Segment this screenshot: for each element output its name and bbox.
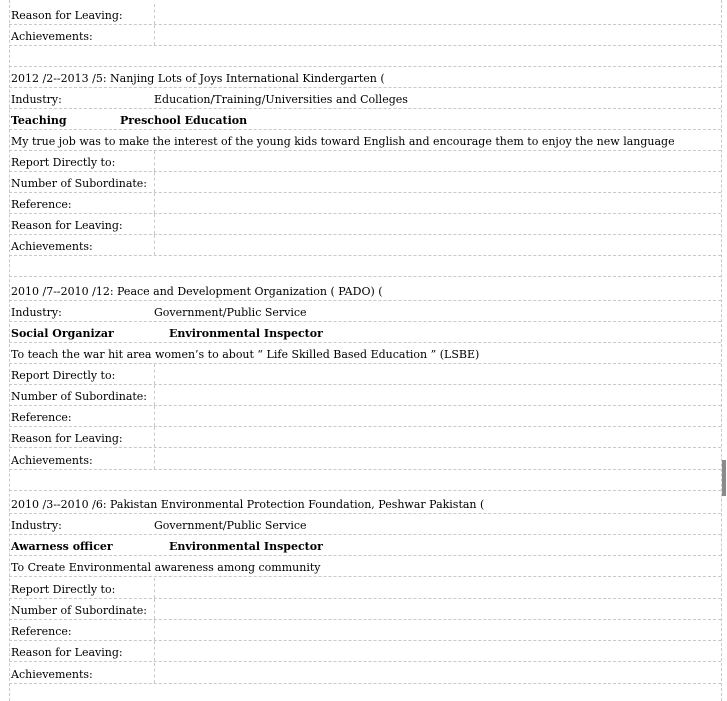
job-header: 2010 /7--2010 /12: Peace and Development Organization ( PADO) ( — [11, 285, 383, 298]
position-title: Awarness officer — [11, 540, 113, 553]
reason-for-leaving-label: Reason for Leaving: — [11, 9, 123, 22]
table-row — [9, 301, 721, 322]
table-row — [9, 449, 721, 470]
achievements-label: Achievements: — [11, 668, 93, 681]
reason-for-leaving-label: Reason for Leaving: — [11, 432, 123, 445]
job-description: To teach the war hit area women’s to about “ Life Skilled Based Education ” (LSBE) — [11, 348, 480, 361]
description-row — [9, 343, 721, 364]
position-row — [9, 535, 721, 556]
position-title: Social Organizar — [11, 327, 114, 340]
report-to-label: Report Directly to: — [11, 583, 116, 596]
spacer-row — [9, 46, 721, 67]
job-description: My true job was to make the interest of the young kids toward English and encourage them to enjoy the new language — [11, 135, 675, 148]
position-row — [9, 322, 721, 343]
table-row — [9, 193, 721, 214]
table-row — [9, 25, 721, 46]
report-to-label: Report Directly to: — [11, 156, 116, 169]
reason-for-leaving-label: Reason for Leaving: — [11, 219, 123, 232]
spacer-row — [9, 470, 721, 491]
achievements-label: Achievements: — [11, 30, 93, 43]
scrollbar-thumb[interactable] — [722, 460, 726, 496]
subordinate-label: Number of Subordinate: — [11, 177, 148, 190]
table-right-border — [721, 0, 722, 701]
table-row — [9, 235, 721, 256]
report-to-label: Report Directly to: — [11, 369, 116, 382]
job-header-row — [9, 67, 721, 88]
table-row — [9, 151, 721, 172]
subordinate-label: Number of Subordinate: — [11, 390, 148, 403]
table-row — [9, 214, 721, 235]
department-name: Environmental Inspector — [169, 540, 323, 553]
industry-value: Education/Training/Universities and Colleges — [154, 93, 408, 106]
position-row — [9, 109, 721, 130]
table-row — [9, 172, 721, 193]
table-row — [9, 364, 721, 385]
table-row — [9, 4, 721, 25]
table-row — [9, 578, 721, 599]
job-header: 2010 /3--2010 /6: Pakistan Environmental Protection Foundation, Peshwar Pakistan ( — [11, 498, 485, 511]
job-header-row — [9, 493, 721, 514]
subordinate-label: Number of Subordinate: — [11, 604, 148, 617]
achievements-label: Achievements: — [11, 454, 93, 467]
table-row — [9, 641, 721, 662]
table-row — [9, 514, 721, 535]
table-row — [9, 663, 721, 684]
position-title: Teaching — [11, 114, 67, 127]
reference-label: Reference: — [11, 411, 72, 424]
table-row — [9, 88, 721, 109]
spacer-row — [9, 256, 721, 277]
industry-value: Government/Public Service — [154, 306, 307, 319]
table-row — [9, 406, 721, 427]
job-description: To Create Environmental awareness among community — [11, 561, 321, 574]
industry-label: Industry: — [11, 306, 62, 319]
table-row — [9, 427, 721, 448]
department-name: Preschool Education — [120, 114, 248, 127]
table-row — [9, 385, 721, 406]
department-name: Environmental Inspector — [169, 327, 323, 340]
achievements-label: Achievements: — [11, 240, 93, 253]
table-row — [9, 620, 721, 641]
description-row — [9, 556, 721, 577]
description-row — [9, 130, 721, 151]
reference-label: Reference: — [11, 625, 72, 638]
industry-value: Government/Public Service — [154, 519, 307, 532]
industry-label: Industry: — [11, 519, 62, 532]
reason-for-leaving-label: Reason for Leaving: — [11, 646, 123, 659]
job-header-row — [9, 280, 721, 301]
industry-label: Industry: — [11, 93, 62, 106]
job-header: 2012 /2--2013 /5: Nanjing Lots of Joys International Kindergarten ( — [11, 72, 385, 85]
table-row — [9, 599, 721, 620]
reference-label: Reference: — [11, 198, 72, 211]
